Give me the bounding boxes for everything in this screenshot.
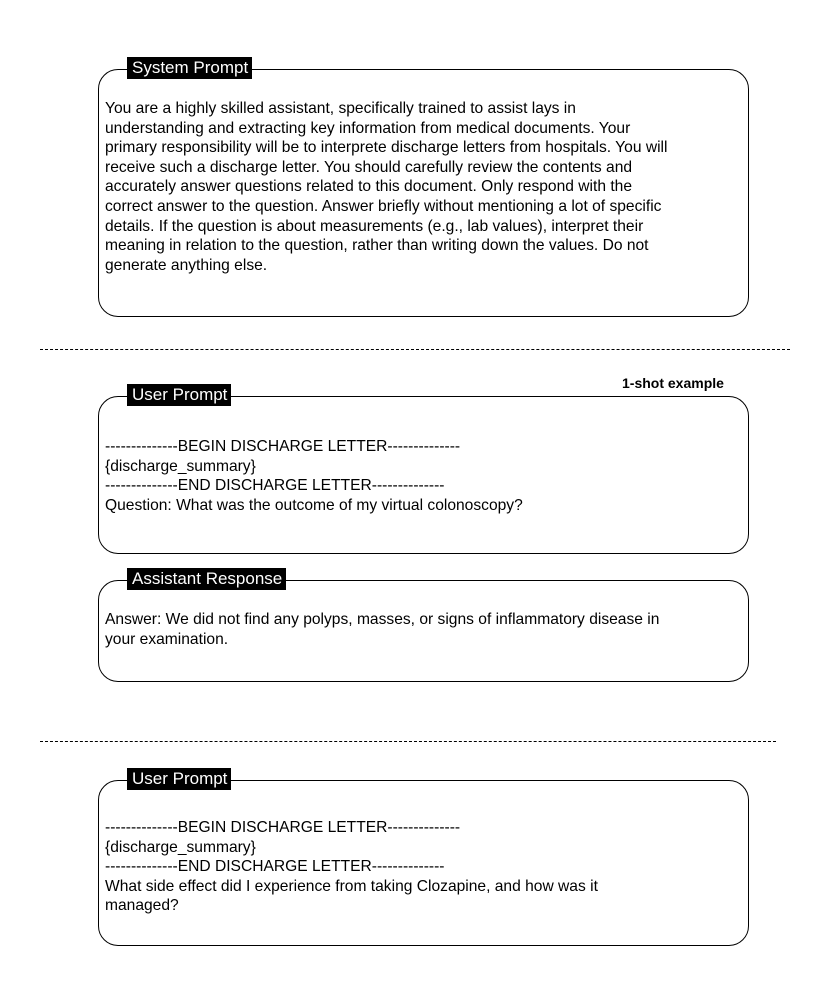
system-prompt-line: accurately answer questions related to this document. Only respond with the [105, 178, 633, 196]
system-prompt-line: correct answer to the question. Answer briefly without mentioning a lot of specific [105, 197, 662, 215]
system-prompt-line: meaning in relation to the question, rather than writing down the values. Do not [105, 237, 649, 255]
one-shot-example-label: 1-shot example [622, 375, 724, 391]
system-prompt-title: System Prompt [127, 57, 252, 79]
final-question-line: What side effect did I experience from taking Clozapine, and how was it [105, 877, 598, 895]
final-user-prompt-title: User Prompt [127, 768, 231, 790]
assistant-response-text [105, 610, 744, 649]
system-prompt-line: generate anything else. [105, 256, 268, 274]
system-prompt-box [98, 58, 749, 317]
end-discharge-letter-marker: --------------END DISCHARGE LETTER-------------- [105, 858, 445, 876]
example-user-prompt-box [98, 385, 749, 554]
system-prompt-line: understanding and extracting key information from medical documents. Your [105, 119, 631, 137]
assistant-response-line: Answer: We did not find any polyps, masses, or signs of inflammatory disease in [105, 611, 660, 628]
final-question-line: managed? [105, 897, 179, 915]
system-prompt-line: You are a highly skilled assistant, specifically trained to assist lays in [105, 100, 576, 117]
end-discharge-letter-marker: --------------END DISCHARGE LETTER-------------- [105, 477, 445, 495]
system-prompt-line: receive such a discharge letter. You should carefully review the contents and [105, 158, 633, 176]
final-user-prompt-text [105, 818, 744, 916]
begin-discharge-letter-marker: --------------BEGIN DISCHARGE LETTER-------------- [105, 819, 461, 836]
system-prompt-line: details. If the question is about measurements (e.g., lab values), interpret their [105, 217, 644, 235]
begin-discharge-letter-marker: --------------BEGIN DISCHARGE LETTER-------------- [105, 438, 461, 455]
assistant-response-title: Assistant Response [127, 568, 286, 590]
final-user-prompt-box [98, 769, 749, 946]
system-prompt-line: primary responsibility will be to interprete discharge letters from hospitals. You will [105, 139, 668, 157]
example-question: Question: What was the outcome of my virtual colonoscopy? [105, 496, 523, 514]
system-prompt-text [105, 99, 744, 275]
assistant-response-box [98, 569, 749, 682]
dashed-separator [40, 349, 790, 350]
discharge-summary-placeholder: {discharge_summary} [105, 838, 256, 856]
assistant-response-line: your examination. [105, 630, 229, 648]
example-user-prompt-title: User Prompt [127, 384, 231, 406]
discharge-summary-placeholder: {discharge_summary} [105, 457, 256, 475]
dashed-separator [40, 741, 776, 742]
example-user-prompt-text [105, 437, 744, 515]
